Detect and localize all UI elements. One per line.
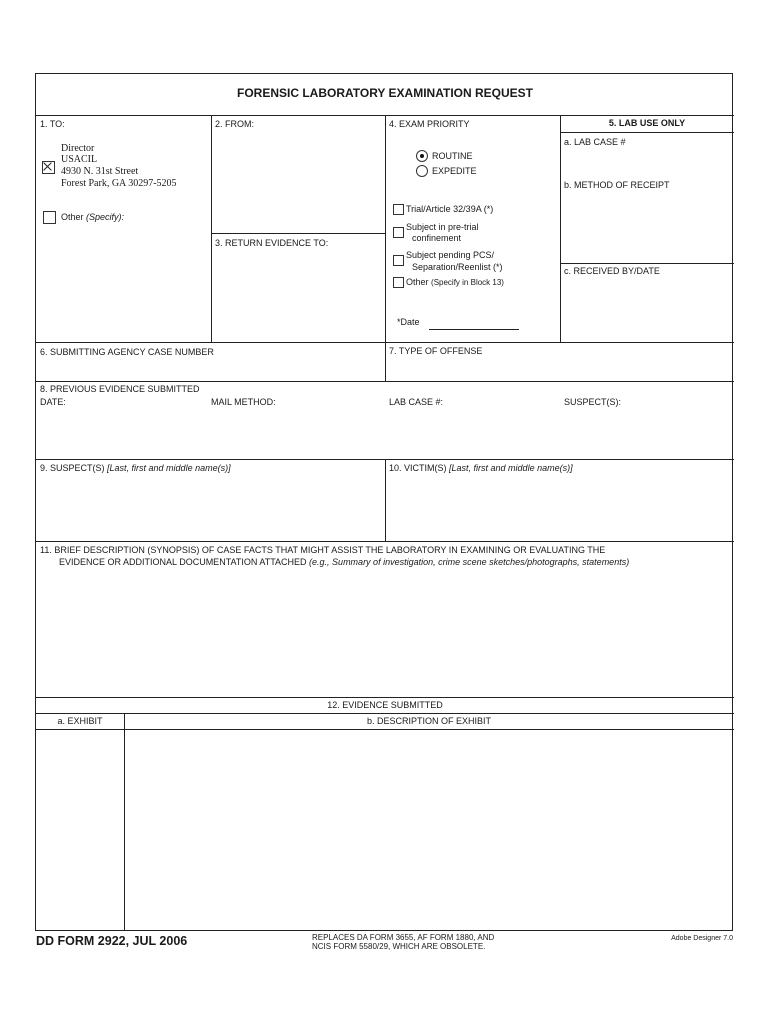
trial-label: Trial/Article 32/39A (*) — [406, 204, 494, 214]
lab-case-label: a. LAB CASE # — [564, 137, 626, 147]
victims-label: 10. VICTIM(S) — [389, 463, 447, 473]
address-line-1: Director — [61, 143, 95, 154]
exam-priority-label: 4. EXAM PRIORITY — [389, 119, 470, 129]
priority-other-specify: (Specify in Block 13) — [431, 278, 504, 287]
form-number: DD FORM 2922, JUL 2006 — [36, 934, 188, 948]
description-hint: (e.g., Summary of investigation, crime scene sketches/photographs, statements) — [309, 557, 630, 567]
previous-labcase-label: LAB CASE #: — [389, 397, 444, 407]
examination-request-form — [35, 73, 733, 931]
rule-row4 — [36, 541, 734, 542]
divider-to-from — [211, 115, 212, 342]
routine-radio[interactable] — [416, 150, 428, 162]
to-other-checkbox[interactable] — [43, 211, 56, 224]
suspects-hint: [Last, first and middle name(s)] — [107, 463, 231, 473]
method-receipt-label: b. METHOD OF RECEIPT — [564, 180, 670, 190]
priority-date-field[interactable] — [429, 329, 519, 330]
priority-other-label: Other — [406, 277, 429, 287]
description-line-2: EVIDENCE OR ADDITIONAL DOCUMENTATION ATTACHED — [59, 557, 307, 567]
address-line-2: USACIL — [61, 154, 98, 165]
replaces-line-1: REPLACES DA FORM 3655, AF FORM 1880, AND — [312, 933, 495, 942]
from-label: 2. FROM: — [215, 119, 255, 129]
pcs-label-1: Subject pending PCS/ — [406, 250, 495, 260]
rule-evidence-header — [36, 729, 734, 730]
victims-hint: [Last, first and middle name(s)] — [449, 463, 573, 473]
description-line-1: 11. BRIEF DESCRIPTION (SYNOPSIS) OF CASE FACTS THAT MIGHT ASSIST THE LABORATORY IN EXAMINING OR EVALUATING THE — [40, 545, 606, 555]
exhibit-description-header: b. DESCRIPTION OF EXHIBIT — [366, 716, 492, 726]
previous-evidence-label: 8. PREVIOUS EVIDENCE SUBMITTED — [40, 384, 200, 394]
routine-label: ROUTINE — [432, 151, 473, 161]
expedite-radio[interactable] — [416, 165, 428, 177]
priority-other-checkbox[interactable] — [393, 277, 404, 288]
priority-date-label: *Date — [397, 317, 420, 327]
divider-exhibit — [124, 713, 125, 931]
pcs-checkbox[interactable] — [393, 255, 404, 266]
divider-suspect-victim — [385, 459, 386, 541]
previous-date-label: DATE: — [40, 397, 66, 407]
address-line-3: 4930 N. 31st Street — [61, 166, 139, 177]
address-line-4: Forest Park, GA 30297-5205 — [61, 178, 177, 189]
to-other-label: Other — [61, 212, 84, 222]
lab-use-label: 5. LAB USE ONLY — [608, 118, 686, 128]
suspects-label: 9. SUSPECT(S) — [40, 463, 105, 473]
previous-suspects-label: SUSPECT(S): — [564, 397, 622, 407]
previous-mail-label: MAIL METHOD: — [211, 397, 276, 407]
pretrial-label-1: Subject in pre-trial — [406, 222, 479, 232]
trial-checkbox[interactable] — [393, 204, 404, 215]
form-title: FORENSIC LABORATORY EXAMINATION REQUEST — [236, 86, 533, 100]
expedite-label: EXPEDITE — [432, 166, 477, 176]
divider-priority-lab — [560, 115, 561, 342]
rule-row2 — [36, 381, 734, 382]
offense-label: 7. TYPE OF OFFENSE — [389, 346, 483, 356]
exhibit-header: a. EXHIBIT — [57, 716, 103, 726]
to-label: 1. TO: — [40, 119, 65, 129]
pretrial-checkbox[interactable] — [393, 227, 404, 238]
return-evidence-label: 3. RETURN EVIDENCE TO: — [215, 238, 329, 248]
rule-row5 — [36, 697, 734, 698]
pcs-label-2: Separation/Reenlist (*) — [412, 262, 503, 272]
usacil-checkbox[interactable] — [42, 161, 55, 174]
evidence-submitted-label: 12. EVIDENCE SUBMITTED — [327, 700, 443, 710]
rule-lab-use-header — [560, 132, 734, 133]
divider-from-priority — [385, 115, 386, 381]
agency-case-label: 6. SUBMITTING AGENCY CASE NUMBER — [40, 347, 214, 357]
software-note: Adobe Designer 7.0 — [671, 935, 733, 942]
replaces-line-2: NCIS FORM 5580/29, WHICH ARE OBSOLETE. — [312, 942, 486, 951]
rule-return-evidence — [211, 233, 385, 234]
replaces-note — [312, 933, 494, 951]
pretrial-label-2: confinement — [412, 233, 462, 243]
received-by-label: c. RECEIVED BY/DATE — [564, 266, 660, 276]
rule-evidence-title — [36, 713, 734, 714]
rule-lab-received — [560, 263, 734, 264]
to-other-specify: (Specify): — [86, 212, 125, 222]
